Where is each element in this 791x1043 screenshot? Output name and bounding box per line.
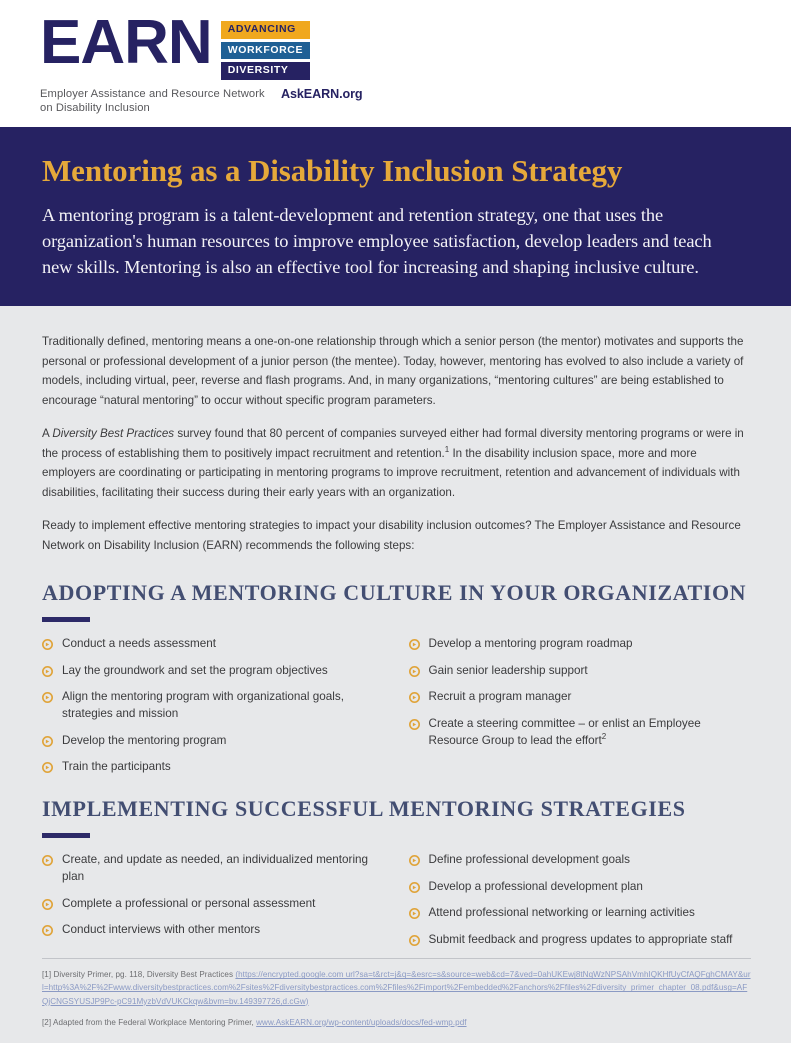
logo-row bbox=[40, 8, 791, 80]
arrow-circle-icon bbox=[42, 855, 53, 866]
paragraph-2 bbox=[42, 424, 751, 502]
paragraph-2-italic: Diversity Best Practices bbox=[52, 427, 175, 441]
list-item-label: Lay the groundwork and set the program objectives bbox=[62, 663, 328, 677]
list-item bbox=[42, 663, 397, 680]
list-item bbox=[42, 733, 397, 750]
arrow-circle-icon bbox=[42, 762, 53, 773]
list-item bbox=[409, 852, 752, 869]
earn-wordmark: EARN bbox=[40, 8, 212, 77]
logo-badges bbox=[221, 21, 310, 80]
arrow-circle-icon bbox=[409, 639, 420, 650]
list-item-text: Create a steering committee – or enlist an Employee Resource Group to lead the effort bbox=[428, 716, 701, 747]
footnote-1-link[interactable]: (https://encrypted.google.com url?sa=t&rct=j&q=&esrc=s&source=web&cd=7&ved=0ahUKEwj8tNqWzNPSAhVmhIQKHfUyCfAQFghCMAY&url=http%3A%2F%2Fwww.diversitybestpractices.com%2Fsites%2Fdiversitybestpractices.com%2Ffiles%2Fimport%2Fembedded%2Fanchors%2Ffiles%2Fdiversity_primer_chapter_08.pdf&usg=AFQjCNGSYUSJP9Pc-pC91MyzbVdVUKCkqw&bvm=bv.149397726,d.cGw) bbox=[42, 970, 751, 1006]
list-item-label: Develop a professional development plan bbox=[428, 879, 643, 893]
list-item-label: Conduct a needs assessment bbox=[62, 637, 216, 651]
arrow-circle-icon bbox=[42, 666, 53, 677]
list-item-label: Gain senior leadership support bbox=[428, 663, 588, 677]
footnote-2-label: [2] Adapted from the Federal Workplace Mentoring Primer, bbox=[42, 1017, 254, 1027]
list-item bbox=[409, 932, 752, 949]
section-columns-adopting bbox=[42, 636, 751, 785]
list-item-label: Complete a professional or personal assessment bbox=[62, 896, 316, 910]
paragraph-2-post: survey found that 80 percent of companies surveyed either had formal diversity mentoring programs or were in the process of establishing them to positively impact recruitment and retention. bbox=[42, 427, 744, 460]
arrow-circle-icon bbox=[409, 935, 420, 946]
section-heading-adopting: ADOPTING A MENTORING CULTURE IN YOUR ORGANIZATION bbox=[42, 580, 747, 606]
list-item bbox=[42, 689, 397, 723]
arrow-circle-icon bbox=[409, 719, 420, 730]
section-rule bbox=[42, 617, 90, 622]
arrow-circle-icon bbox=[42, 925, 53, 936]
badge-advancing: ADVANCING bbox=[221, 21, 310, 39]
list-item bbox=[42, 852, 397, 886]
list-item bbox=[409, 879, 752, 896]
paragraph-3: Ready to implement effective mentoring strategies to impact your disability inclusion outcomes? The Employer Assistance and Resource Network on Disability Inclusion (EARN) recommends the following steps: bbox=[42, 519, 741, 552]
badge-workforce: WORKFORCE bbox=[221, 42, 310, 60]
list-item bbox=[409, 689, 752, 706]
arrow-circle-icon bbox=[42, 692, 53, 703]
bullet-list-left-adopting bbox=[42, 636, 397, 785]
bullet-list-left-implementing bbox=[42, 852, 397, 958]
list-item bbox=[409, 636, 752, 653]
list-item-label bbox=[429, 716, 742, 750]
section-rule bbox=[42, 833, 90, 838]
list-item-label: Align the mentoring program with organizational goals, strategies and mission bbox=[62, 690, 344, 721]
footnote-ref-2[interactable]: 2 bbox=[601, 731, 607, 741]
paragraph-1: Traditionally defined, mentoring means a one-on-one relationship through which a senior person (the mentor) motivates and supports the personal or professional development of a junior person (the mentee). Today, however, mentoring has evolved to also include a variety of models, including virtual, peer, reverse and flash programs. And, in many organizations, “mentoring cultures” are being established to encourage “natural mentoring” to occur without specific program parameters. bbox=[42, 335, 744, 407]
section-columns-implementing bbox=[42, 852, 751, 958]
list-item-label: Create, and update as needed, an individualized mentoring plan bbox=[62, 853, 369, 884]
arrow-circle-icon bbox=[409, 908, 420, 919]
list-item bbox=[42, 896, 397, 913]
list-item-label: Define professional development goals bbox=[428, 853, 630, 867]
arrow-circle-icon bbox=[409, 855, 420, 866]
logo-tagline: Employer Assistance and Resource Network on Disability Inclusion bbox=[40, 87, 265, 115]
list-item-label: Recruit a program manager bbox=[428, 690, 572, 704]
footnote-2-link[interactable]: www.AskEARN.org/wp-content/uploads/docs/fed-wmp.pdf bbox=[256, 1017, 467, 1027]
arrow-circle-icon bbox=[409, 666, 420, 677]
list-item-label: Develop the mentoring program bbox=[62, 733, 227, 747]
footnote-ref-1[interactable]: 1 bbox=[444, 444, 450, 454]
arrow-circle-icon bbox=[409, 882, 420, 893]
list-item-label: Develop a mentoring program roadmap bbox=[428, 637, 633, 651]
badge-diversity: DIVERSITY bbox=[221, 62, 310, 80]
footnote-2 bbox=[42, 1016, 751, 1029]
hero-banner bbox=[0, 127, 791, 306]
list-item-label: Train the participants bbox=[62, 760, 171, 773]
list-item bbox=[42, 922, 397, 939]
footnotes bbox=[0, 958, 791, 1042]
arrow-circle-icon bbox=[409, 692, 420, 703]
list-item-label: Submit feedback and progress updates to appropriate staff bbox=[428, 932, 733, 946]
list-item bbox=[42, 636, 397, 653]
section-heading-implementing: IMPLEMENTING SUCCESSFUL MENTORING STRATEGIES bbox=[42, 796, 686, 822]
paragraph-2-pre: A bbox=[42, 427, 53, 441]
footnote-1-label: [1] Diversity Primer, pg. 118, Diversity Best Practices bbox=[42, 970, 234, 980]
askearn-url[interactable]: AskEARN.org bbox=[281, 86, 363, 101]
list-item-label: Attend professional networking or learning activities bbox=[428, 906, 695, 920]
paragraph-2-tail: In the disability inclusion space, more and more employers are coordinating or participating in mentoring programs to improve recruitment, retention and advancement of individuals with disabilities, facilitating their success during their early years with an organization. bbox=[42, 446, 740, 499]
footnote-1 bbox=[42, 968, 751, 1007]
arrow-circle-icon bbox=[42, 736, 53, 747]
bullet-list-right-adopting bbox=[397, 636, 752, 785]
article-body bbox=[0, 306, 791, 958]
list-item bbox=[409, 716, 752, 750]
list-item bbox=[409, 905, 752, 922]
page-title: Mentoring as a Disability Inclusion Strategy bbox=[42, 153, 623, 188]
list-item-label: Conduct interviews with other mentors bbox=[62, 923, 261, 937]
arrow-circle-icon bbox=[42, 639, 53, 650]
logo-header bbox=[0, 0, 791, 127]
list-item bbox=[409, 663, 752, 680]
bullet-list-right-implementing bbox=[397, 852, 752, 958]
list-item bbox=[42, 759, 397, 776]
logo-tagline-row bbox=[40, 87, 791, 117]
arrow-circle-icon bbox=[42, 899, 53, 910]
hero-lede: A mentoring program is a talent-development and retention strategy, one that uses the organization's human resources to improve employee satisfaction, develop leaders and teach new skills. Mentoring is also an effective tool for increasing and shaping inclusive culture. bbox=[42, 205, 712, 278]
footnote-divider bbox=[42, 958, 751, 959]
